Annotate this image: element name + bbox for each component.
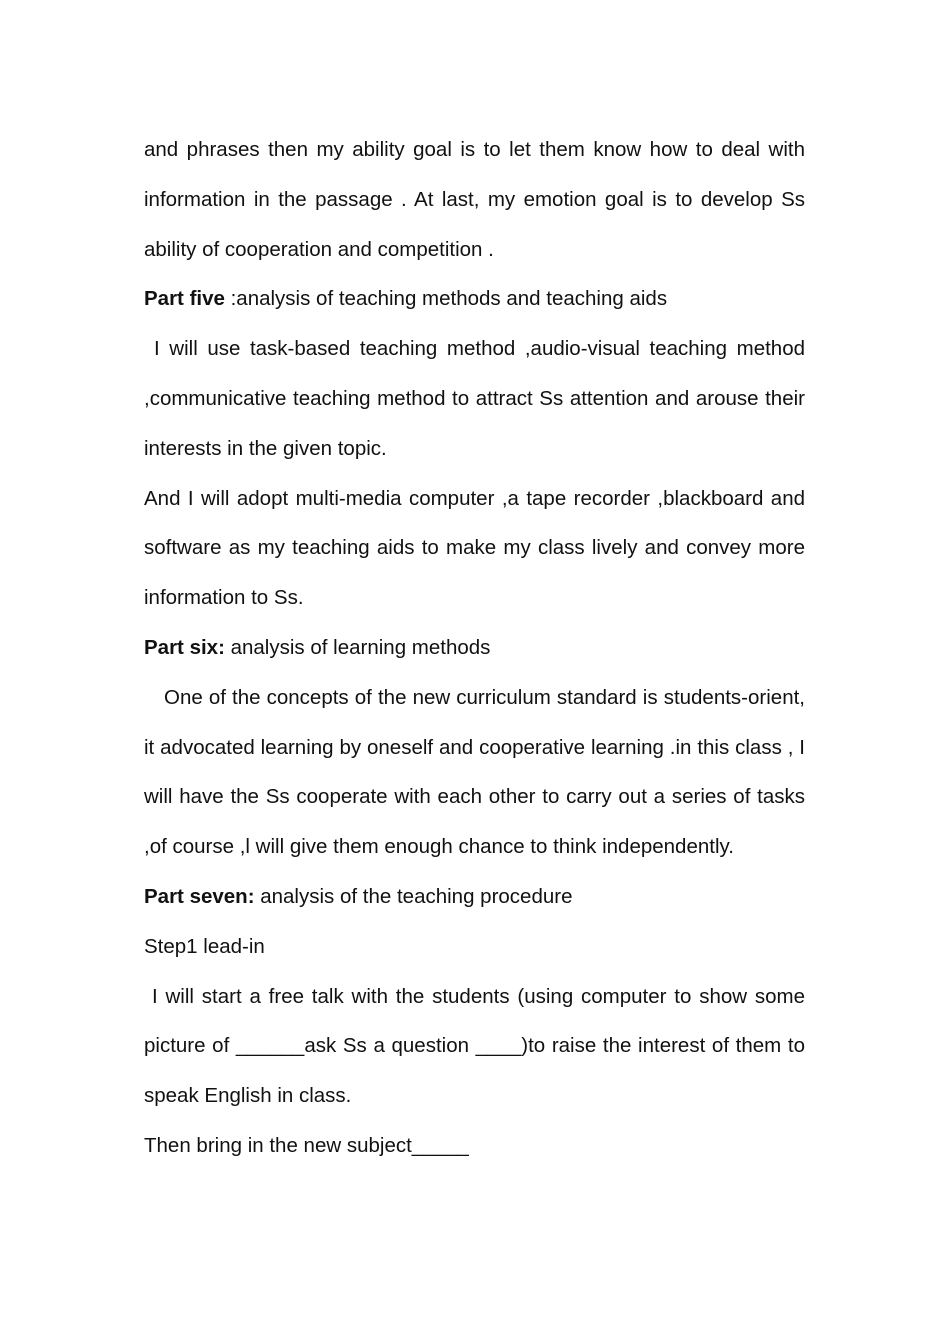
- part-six-label: Part six:: [144, 635, 225, 659]
- heading-part-six: [144, 623, 805, 673]
- part-five-label: Part five: [144, 287, 225, 311]
- heading-step1: Step1 lead-in: [144, 934, 265, 958]
- document-body: [144, 125, 805, 1171]
- paragraph-step1: I will start a free talk with the students (using computer to show some picture of ______ask Ss a question ____)to raise the interest of them to speak English in class.: [144, 984, 805, 1108]
- paragraph-learning-methods: One of the concepts of the new curriculum standard is students-orient, it advocated learning by oneself and cooperative learning .in this class , I will have the Ss cooperate with each other to carry out a series of tasks ,of course ,l will give them enough chance to think independently.: [144, 685, 805, 859]
- part-six-title: analysis of learning methods: [224, 635, 491, 659]
- part-seven-title: analysis of the teaching procedure: [254, 884, 573, 908]
- heading-part-seven: [144, 872, 805, 922]
- part-seven-label: Part seven:: [144, 884, 255, 908]
- paragraph-teaching-methods: I will use task-based teaching method ,audio-visual teaching method ,communicative teaching method to attract Ss attention and arouse their interests in the given topic.: [144, 337, 805, 460]
- paragraph-goals: and phrases then my ability goal is to let them know how to deal with information in the passage . At last, my emotion goal is to develop Ss ability of cooperation and competition .: [144, 138, 805, 261]
- heading-part-five: [144, 274, 805, 324]
- paragraph-teaching-aids: And I will adopt multi-media computer ,a tape recorder ,blackboard and software as my teaching aids to make my class lively and convey more information to Ss.: [144, 486, 805, 610]
- paragraph-new-subject: Then bring in the new subject_____: [144, 1133, 469, 1157]
- part-five-title: :analysis of teaching methods and teaching aids: [224, 287, 668, 311]
